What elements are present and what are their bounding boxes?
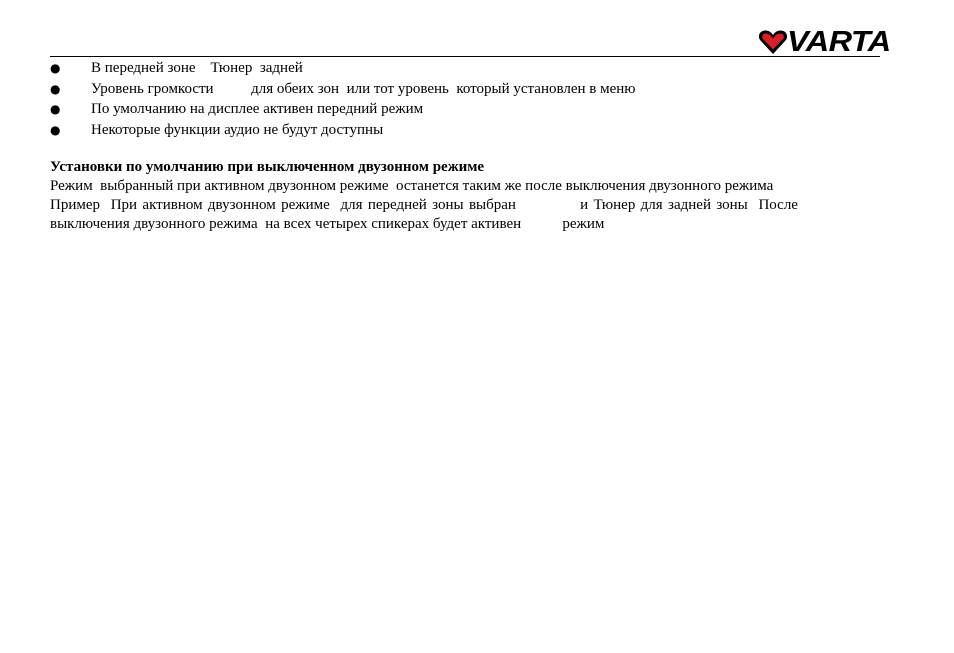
paragraph-example-line2: выключения двузонного режима на всех четырех спикерах будет активен режим	[50, 216, 605, 232]
list-item-text: Некоторые функции аудио не будут доступны	[91, 121, 384, 138]
bullet-icon: ●	[50, 81, 61, 96]
paragraph-example-line1: Пример При активном двузонном режиме для передней зоны выбран и Тюнер для задней зоны После	[50, 197, 798, 213]
list-item-text: В передней зоне Тюнер задней	[91, 60, 303, 76]
bullet-icon: ●	[50, 61, 61, 75]
list-item-text: Уровень громкости для обеих зон или тот уровень который установлен в меню	[91, 80, 636, 97]
bullet-icon: ●	[50, 122, 61, 137]
list-item	[50, 79, 880, 100]
section-title: Установки по умолчанию при выключенном двузонном режиме	[50, 159, 485, 175]
list-item	[50, 58, 880, 79]
list-item	[50, 120, 880, 141]
default-settings-section	[50, 158, 876, 234]
page-header	[50, 26, 892, 58]
varta-logo	[758, 26, 892, 58]
varta-heart-icon	[758, 29, 788, 55]
list-item	[50, 99, 880, 120]
list-item-text: По умолчанию на дисплее активен передний режим	[91, 101, 424, 117]
bullet-icon: ●	[50, 102, 61, 116]
bullet-list	[50, 58, 880, 140]
paragraph-mode: Режим выбранный при активном двузонном режиме останется таким же после выключения двузонного режима	[50, 178, 774, 194]
brand-name: VARTA	[787, 26, 892, 58]
